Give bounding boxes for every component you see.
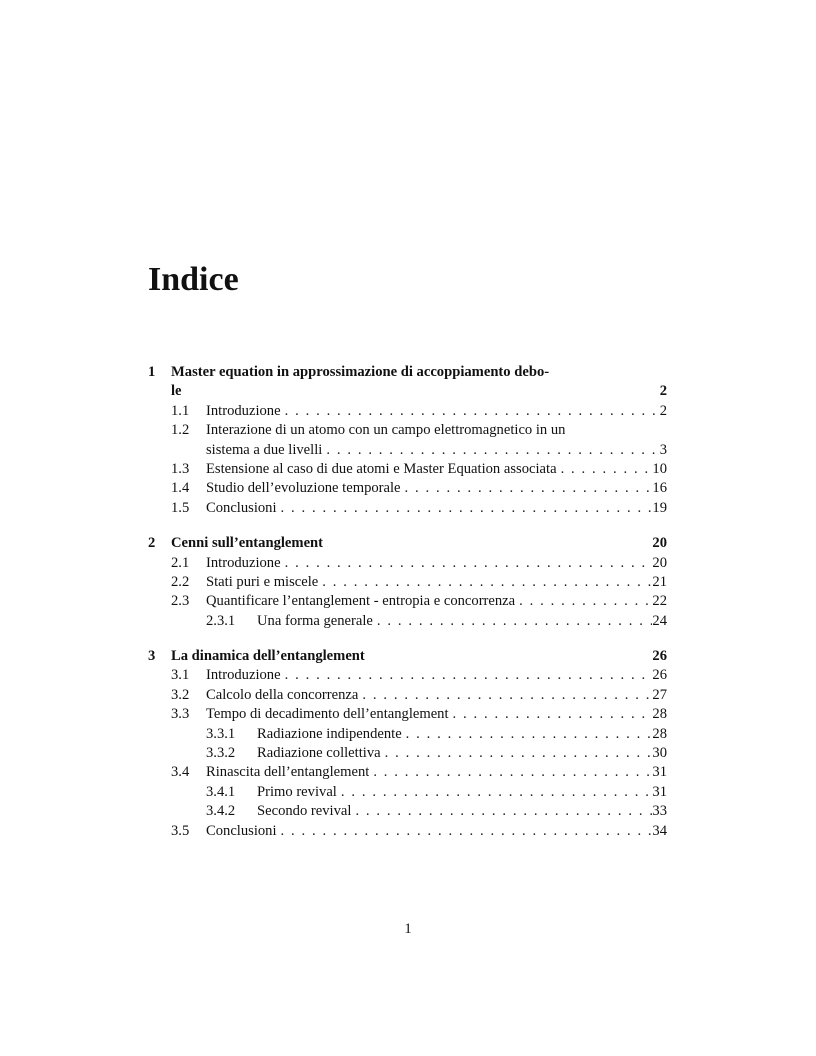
toc-leader-dots [281, 402, 660, 421]
toc-leader-dots [281, 666, 653, 685]
toc-page-number: 3 [659, 441, 667, 458]
toc-section-1-3[interactable] [148, 460, 667, 479]
toc-chapter-number: 2 [148, 535, 156, 552]
toc-subsection-title: Una forma generale [257, 612, 373, 629]
toc-section-3-4[interactable] [148, 763, 667, 782]
toc-subsection-title: Radiazione collettiva [257, 745, 381, 762]
toc-section-2-1[interactable] [148, 554, 667, 573]
toc-subsection-2-3-1[interactable] [148, 612, 667, 631]
toc-leader-dots [515, 592, 652, 611]
toc-chapter-title-cont: le [171, 383, 182, 400]
toc-page-number: 24 [652, 612, 667, 629]
toc-section-number: 1.1 [171, 402, 190, 419]
toc-section-number: 1.2 [171, 422, 190, 439]
toc-subsection-3-4-1[interactable] [148, 783, 667, 802]
toc-subsection-number: 3.3.1 [206, 725, 236, 742]
toc-subsection-number: 3.4.2 [206, 803, 236, 820]
toc-section-3-2[interactable] [148, 686, 667, 705]
toc-section-title: Conclusioni [206, 822, 277, 839]
toc-page-number: 22 [652, 593, 667, 610]
toc-chapter-3[interactable] [148, 647, 667, 666]
toc-page-number: 34 [652, 822, 667, 839]
toc-leader-dots [318, 573, 652, 592]
toc-chapter-1-line2[interactable] [148, 382, 667, 401]
toc-leader-dots [351, 802, 652, 821]
toc-leader-dots [369, 763, 652, 782]
toc-chapter-title: Cenni sull’entanglement [171, 535, 324, 552]
toc-section-title: Rinascita dell’entanglement [206, 764, 370, 781]
toc-section-title: Introduzione [206, 667, 281, 684]
toc-chapter-title: La dinamica dell’entanglement [171, 648, 365, 665]
toc-section-title: Introduzione [206, 402, 281, 419]
toc-page-number: 20 [652, 535, 667, 552]
toc-leader-dots [373, 612, 653, 631]
toc-section-number: 2.2 [171, 573, 190, 590]
toc-subsection-number: 3.3.2 [206, 745, 236, 762]
toc-page-number: 28 [652, 725, 667, 742]
toc-subsection-3-4-2[interactable] [148, 802, 667, 821]
toc-section-title: Estensione al caso di due atomi e Master Equation associata [206, 460, 557, 477]
toc-page-number: 31 [652, 764, 667, 781]
toc-section-1-1[interactable] [148, 402, 667, 421]
toc-section-1-4[interactable] [148, 479, 667, 498]
toc-section-1-2-line2[interactable] [148, 441, 667, 460]
toc-section-1-5[interactable] [148, 499, 667, 518]
toc-section-number: 2.1 [171, 554, 190, 571]
toc-section-3-1[interactable] [148, 666, 667, 685]
toc-section-number: 3.2 [171, 686, 190, 703]
toc-section-2-2[interactable] [148, 573, 667, 592]
toc-section-1-2-line1[interactable] [148, 421, 667, 440]
toc-section-title: Calcolo della concorrenza [206, 686, 359, 703]
toc-section-title-cont: sistema a due livelli [206, 441, 323, 458]
toc-leader-dots [449, 705, 653, 724]
toc-leader-dots [557, 460, 653, 479]
toc-section-title: Tempo di decadimento dell’entanglement [206, 706, 449, 723]
toc-subsection-title: Secondo revival [257, 803, 352, 820]
toc-section-number: 3.4 [171, 764, 190, 781]
toc-leader-dots [358, 686, 652, 705]
toc-page-number: 16 [652, 480, 667, 497]
toc-page-number: 33 [652, 803, 667, 820]
toc-page-number: 26 [652, 648, 667, 665]
toc-leader-dots [381, 744, 653, 763]
toc-page-number: 31 [652, 783, 667, 800]
toc-page-number: 2 [659, 402, 667, 419]
toc-section-3-3[interactable] [148, 705, 667, 724]
toc-leader-dots [277, 499, 653, 518]
toc-leader-dots [322, 441, 659, 460]
toc-chapter-2[interactable] [148, 534, 667, 553]
toc-section-title: Quantificare l’entanglement - entropia e concorrenza [206, 593, 516, 610]
toc-subsection-3-3-1[interactable] [148, 725, 667, 744]
toc-section-3-5[interactable] [148, 822, 667, 841]
toc-section-title: Conclusioni [206, 499, 277, 516]
toc-section-number: 3.5 [171, 822, 190, 839]
toc-section-number: 3.3 [171, 706, 190, 723]
toc-leader-dots [401, 479, 653, 498]
toc-page-number: 21 [652, 573, 667, 590]
toc-chapter-title: Master equation in approssimazione di accoppiamento debo- [171, 364, 550, 380]
toc-leader-dots [337, 783, 653, 802]
toc-section-title: Interazione di un atomo con un campo elettromagnetico in un [206, 422, 566, 439]
toc-page-number: 20 [652, 554, 667, 571]
toc-subsection-title: Primo revival [257, 783, 337, 800]
toc-chapter-number: 1 [148, 364, 156, 380]
page-title: Indice [148, 261, 239, 298]
toc-chapter-number: 3 [148, 648, 156, 665]
toc-subsection-3-3-2[interactable] [148, 744, 667, 763]
toc-page-number: 10 [652, 460, 667, 477]
toc-leader-dots [281, 554, 653, 573]
toc-section-title: Stati puri e miscele [206, 573, 319, 590]
toc-page-number: 26 [652, 667, 667, 684]
toc-page-number: 2 [659, 383, 667, 400]
toc-page-number: 19 [652, 499, 667, 516]
toc-section-title: Studio dell’evoluzione temporale [206, 480, 401, 497]
toc-leader-dots [402, 725, 653, 744]
toc-subsection-number: 2.3.1 [206, 612, 236, 629]
toc-section-number: 1.5 [171, 499, 190, 516]
toc-section-number: 3.1 [171, 667, 190, 684]
page-number-footer: 1 [404, 921, 412, 937]
toc-leader-dots [277, 822, 653, 841]
toc-section-number: 1.3 [171, 460, 190, 477]
toc-chapter-1-line1[interactable] [148, 363, 667, 382]
toc-page-number: 28 [652, 706, 667, 723]
toc-section-title: Introduzione [206, 554, 281, 571]
toc-subsection-title: Radiazione indipendente [257, 725, 402, 742]
toc-page-number: 30 [652, 745, 667, 762]
table-of-contents [148, 363, 667, 841]
toc-subsection-number: 3.4.1 [206, 783, 236, 800]
toc-section-number: 2.3 [171, 593, 190, 610]
toc-page-number: 27 [652, 686, 667, 703]
toc-section-number: 1.4 [171, 480, 190, 497]
toc-section-2-3[interactable] [148, 592, 667, 611]
